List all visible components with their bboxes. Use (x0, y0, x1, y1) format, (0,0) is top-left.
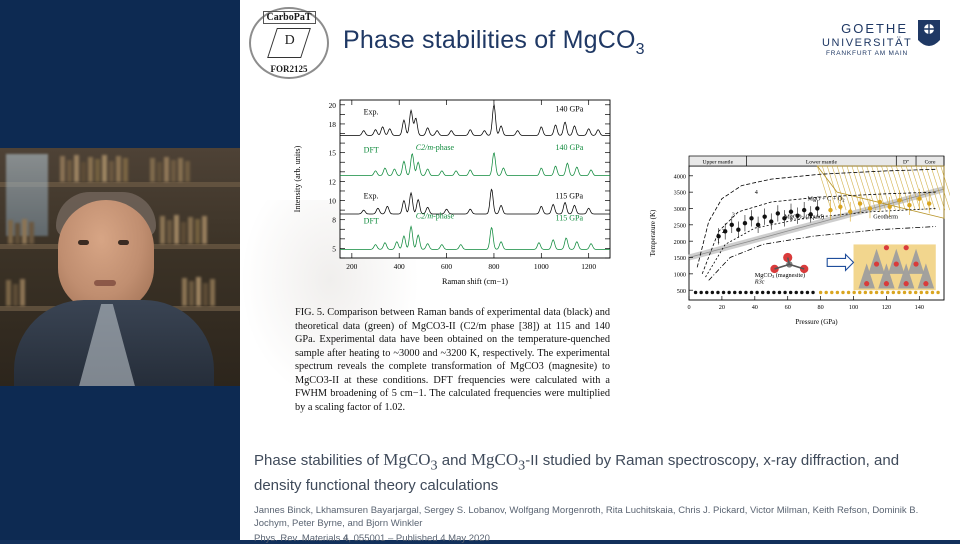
svg-text:Exp.: Exp. (363, 191, 379, 201)
svg-text:60: 60 (784, 304, 791, 311)
svg-text:Upper mantle: Upper mantle (702, 159, 734, 166)
phase-diagram-svg (645, 150, 950, 330)
svg-text:2: 2 (721, 228, 725, 235)
svg-text:18: 18 (328, 119, 336, 129)
svg-text:115 GPa: 115 GPa (555, 213, 584, 223)
paper-title-chem2: MgCO$_3$ (470, 450, 526, 474)
svg-text:Intensity (arb. units): Intensity (arb. units) (293, 145, 302, 213)
paper-reference-block (254, 448, 944, 544)
books-group (160, 214, 207, 244)
svg-text:D": D" (902, 159, 910, 166)
books-group (8, 218, 34, 244)
slide-canvas (240, 0, 960, 544)
svg-text:2500: 2500 (673, 222, 686, 230)
svg-text:C2/m-phase: C2/m-phase (415, 142, 455, 152)
books-group (60, 154, 128, 182)
page-title-sub: 3 (635, 41, 645, 58)
svg-text:500: 500 (676, 287, 686, 295)
svg-text:Temperature (K): Temperature (K) (649, 209, 657, 257)
page-title (343, 26, 645, 59)
svg-text:C2/m-phase: C2/m-phase (415, 211, 455, 221)
svg-text:3000: 3000 (673, 206, 686, 214)
svg-text:MgCO3 (magnesite): MgCO3 (magnesite) (754, 272, 806, 280)
books-group (182, 276, 215, 306)
presenter-face (58, 200, 154, 312)
goethe-logo-line1: GOETHE (841, 21, 908, 36)
svg-text:MgO + C + O2: MgO + C + O2 (807, 195, 845, 203)
svg-text:5: 5 (332, 244, 336, 254)
svg-text:140: 140 (914, 304, 924, 311)
svg-text:Pressure (GPa): Pressure (GPa) (795, 318, 838, 326)
svg-text:1500: 1500 (673, 255, 686, 263)
video-panel[interactable] (0, 0, 240, 540)
svg-text:Lower mantle: Lower mantle (805, 159, 838, 166)
svg-text:800: 800 (488, 262, 500, 271)
paper-journal-suffix: , 055001 – Published 4 May 2020 (348, 533, 490, 544)
page-title-main: Phase stabilities of MgCO (343, 26, 636, 54)
figure-caption-text: Comparison between Raman bands of experimental data (black) and theoretical data (green) of MgCO3-II (C2/m phase [38]) at 115 and 140 GPa. Experimental data have been obtained on the temperature-quenched sample after heating to ~3000 and ~3200 K, respectively. The experimental spectrum reveals the complete transformation of MgCO3 (magnesite) to MgCO3-II at these conditions. DFT frequencies were calculated with a FWHM broadening of 5 cm−1. The calculated frequencies were multiplied by a scaling factor of 1.02. (295, 307, 611, 414)
svg-text:15: 15 (328, 148, 336, 158)
paper-title-chem1: MgCO$_3$ (383, 450, 438, 474)
phase-diagram-chart (645, 150, 950, 330)
presenter-eye (118, 240, 129, 245)
webcam-self-view[interactable] (0, 148, 240, 386)
svg-text:0: 0 (687, 304, 691, 311)
svg-text:140 GPa: 140 GPa (555, 104, 584, 114)
svg-text:140 GPa: 140 GPa (555, 142, 584, 152)
svg-text:10: 10 (328, 196, 336, 206)
svg-text:Core: Core (924, 159, 936, 166)
carbopat-logo-name (248, 12, 330, 23)
carbopat-logo-for: FOR2125 (270, 64, 308, 74)
svg-text:4000: 4000 (673, 173, 686, 181)
svg-text:DFT: DFT (363, 216, 379, 226)
svg-text:R3c: R3c (754, 278, 765, 286)
svg-text:Raman shift (cm−1): Raman shift (cm−1) (441, 277, 509, 286)
paper-authors: Jannes Binck, Lkhamsuren Bayarjargal, Sergey S. Lobanov, Wolfgang Morgenroth, Rita Luchitskaia, Chris J. Pickard, Victor Milman, Keith Refson, Dominik B. Jochym, Peter Byrne, and Bjorn Winkler (254, 504, 919, 529)
presenter-mouth (94, 280, 116, 286)
raman-spectra-chart (288, 92, 618, 292)
svg-text:115 GPa: 115 GPa (555, 191, 584, 201)
svg-text:120: 120 (881, 304, 892, 311)
paper-title-part1: Phase stabilities of (254, 452, 384, 469)
svg-text:40: 40 (751, 304, 758, 311)
figure-caption-label: FIG. 5. (295, 307, 325, 318)
raman-spectra-svg (288, 92, 618, 292)
paper-journal (254, 533, 944, 544)
svg-text:20: 20 (718, 304, 725, 311)
paper-journal-prefix: Phys. Rev. Materials (254, 533, 344, 544)
goethe-crest-icon (916, 18, 942, 52)
svg-text:100: 100 (848, 304, 859, 311)
presenter-eye (78, 240, 89, 245)
svg-text:4: 4 (754, 188, 758, 196)
svg-text:Geotherm: Geotherm (873, 213, 899, 221)
svg-text:MgCO3 (liquid): MgCO3 (liquid) (784, 213, 825, 221)
svg-text:400: 400 (393, 262, 405, 271)
svg-text:12: 12 (328, 177, 336, 187)
svg-text:Exp.: Exp. (363, 107, 379, 117)
paper-title-part2: and (437, 452, 471, 469)
svg-text:3: 3 (731, 211, 735, 219)
goethe-logo-line2: UNIVERSITÄT (822, 36, 913, 49)
svg-text:20: 20 (328, 100, 336, 110)
goethe-logo-line3: FRANKFURT AM MAIN (826, 49, 908, 57)
carbopat-logo (248, 6, 330, 80)
svg-text:DFT: DFT (363, 145, 379, 155)
svg-text:1200: 1200 (581, 262, 597, 271)
carbopat-logo-name-text: CarboPaT (263, 11, 316, 24)
svg-text:2000: 2000 (673, 238, 686, 246)
svg-text:200: 200 (346, 262, 358, 271)
figure-caption (295, 306, 610, 415)
svg-text:1000: 1000 (673, 271, 686, 279)
paper-title (254, 448, 944, 497)
svg-text:3500: 3500 (673, 189, 686, 197)
books-group (6, 278, 25, 306)
goethe-logo-text (822, 21, 913, 57)
svg-text:1: 1 (716, 237, 721, 245)
paper-journal-volume: 4 (343, 533, 349, 544)
svg-text:8: 8 (332, 215, 336, 225)
svg-text:1000: 1000 (533, 262, 549, 271)
svg-text:600: 600 (441, 262, 453, 271)
goethe-university-logo (822, 18, 942, 74)
books-group (150, 156, 190, 182)
svg-text:80: 80 (817, 304, 824, 311)
paper-title-part3: -II studied by Raman spectroscopy, x-ray diffraction, and density functional theory calculations (254, 452, 900, 494)
